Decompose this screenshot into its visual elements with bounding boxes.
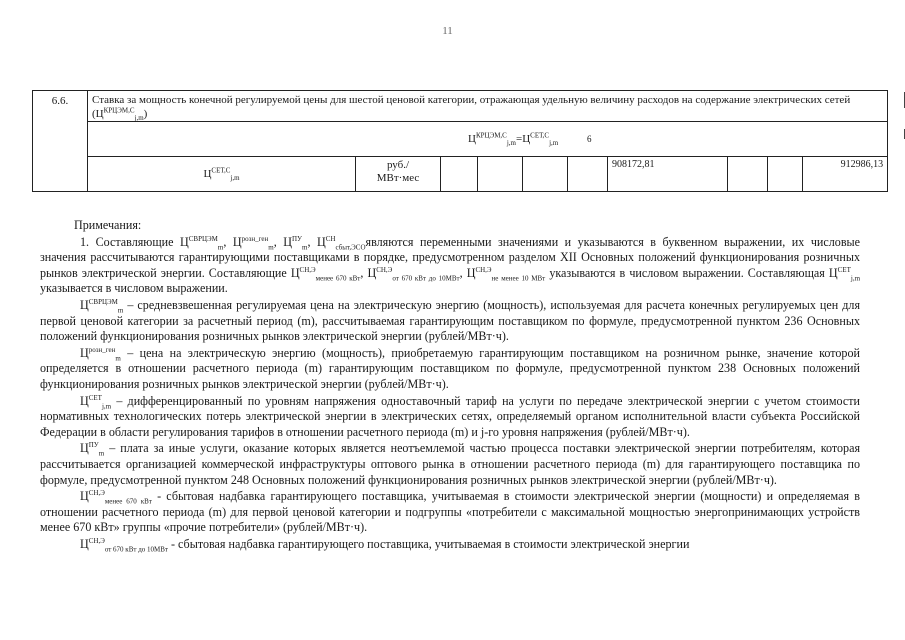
definition-paragraph: $Ц^{СВРЦЭМ}_m$ – средневзвешенная регулируемая цена на электрическую энергию (мощность), используемая для расчета конечных регулируемых цен для первой ценовой категории за расчетный период (m), рассчитываемая гарантирующим поставщиком по формуле, предусмотренной пунктом 236 Основных положений функционирования розничных рынков электрической энергии (рублей/МВт·ч). <box>40 297 861 344</box>
unit-line: МВт·мес <box>376 172 420 184</box>
formula: $Ц^{КРЦЭМ,С}_{j,m}=Ц^{СЕТ,С}_{j,m}$ <box>468 131 559 148</box>
symbol: $Ц^{ПУ}_m$ <box>80 441 105 458</box>
notes-heading: Примечания: <box>74 218 142 232</box>
tariff-table <box>32 90 888 192</box>
symbol: $Ц^{СВРЦЭМ}_m$ <box>80 297 124 315</box>
table-cell <box>568 157 608 192</box>
symbol: $Ц^{СВРЦЭМ}_m$ <box>180 234 224 251</box>
value-cell: 908172,81 <box>608 157 728 192</box>
symbol: $Ц^{СЕТ}_{j,m}$ <box>80 393 112 410</box>
symbol: $Ц^{СН,Э}_{менее 670 кВт}$ <box>80 489 152 506</box>
notes-section <box>40 218 860 553</box>
formula-cell <box>88 122 888 157</box>
symbol: $Ц^{СН}_{сбыт,ЭСО}$ <box>316 234 366 251</box>
table-cell <box>523 157 568 192</box>
definition-paragraph: $Ц^{СН,Э}_{менее 670 кВт}$ - сбытовая надбавка гарантирующего поставщика, учитываемая в стоимости электрической энергии (мощности) и определяемая в отношении расчетного периода (m) для первой ценовой категории и подгруппы «потребители с максимальной мощностью энергопринимающих устройств менее 670 кВт» группы «прочие потребители» (рублей/МВт·ч). <box>40 489 860 535</box>
table-cell <box>478 157 523 192</box>
symbol: $Ц^{розн\_ген}_m$ <box>232 234 274 251</box>
table-row <box>33 157 888 192</box>
symbol: $Ц^{СЕТ}_{j,m}$ <box>828 265 861 283</box>
page-number: 11 <box>442 25 453 37</box>
table-cell <box>728 157 768 192</box>
symbol: $Ц^{СН,Э}_{не менее 10 МВт}$ <box>466 265 546 283</box>
definition-paragraph: $Ц^{СЕТ}_{j,m}$ – дифференцированный по уровням напряжения одноставочный тариф на услуги по передаче электрической энергии с учетом стоимости нормативных технологических потерь электрической энергии в электрических сетях, определяемый органом исполнительной власти субъекта Российской Федерации в области регулирования тарифов в отношении расчетного периода (m) и j-го уровня напряжения (рублей/МВт·ч). <box>40 393 861 439</box>
note-paragraph: 1. Составляющие $Ц^{СВРЦЭМ}_m$, $Ц^{розн\_ген}_m$, $Ц^{ПУ}_m$, $Ц^{СН}_{сбыт,ЭСО}являются$ переменными значениями и указываются в буквенном выражении, их числовые значения рассчитываются гарантирующими поставщиками в порядке, предусмотренном разделом XII Основных положений функционирования розничных рынков электрической энергии. Составляющие $Ц^{СН,Э}_{менее 670 кВт}$, $Ц^{СН,Э}_{от 670 кВт до 10МВт}$, $Ц^{СН,Э}_{не менее 10 МВт}$ указываются в числовом выражении. Составляющая $Ц^{СЕТ}_{j,m}$ указывается в числовом выражении. <box>40 234 861 296</box>
row-title: Ставка за мощность конечной регулируемой цены для шестой ценовой категории, отражающая удельную величину расходов на содержание электрических сетей <box>92 94 851 106</box>
table-row <box>33 91 888 122</box>
definition-paragraph: $Ц^{ПУ}_m$ – плата за иные услуги, оказание которых является неотъемлемой частью процесса поставки электрической энергии потребителям, которая рассчитывается организацией коммерческой инфраструктуры оптового рынка в отношении расчетного периода (m) для гарантирующего поставщика по формуле, предусмотренной пунктом 248 Основных положений функционирования розничных рынков электрической энергии (рублей/МВт·ч). <box>40 441 861 487</box>
symbol: $Ц^{розн\_ген}_m$ <box>80 345 121 363</box>
table-row <box>33 122 888 157</box>
symbol: $Ц^{СН,Э}_{менее 670 кВт}$ <box>290 265 361 283</box>
value-cell: 912986,13 <box>803 157 888 192</box>
table-cell <box>441 157 478 192</box>
definition-paragraph: $Ц^{розн\_ген}_m$ – цена на электрическую энергию (мощность), приобретаемую гарантирующим поставщиком на розничном рынке, значение которой определяется в отношении расчетного периода (m) гарантирующим поставщиком по формуле, предусмотренной пунктом 238 Основных положений функционирования розничных рынков электрической энергии (рублей/МВт·ч). <box>40 345 860 391</box>
row-title-cell <box>88 91 888 122</box>
symbol: $Ц^{СН,Э}_{от 670 кВт до 10МВт}$ <box>367 265 460 283</box>
table-cell <box>768 157 803 192</box>
symbol: $Ц^{СН,Э}_{от 670 кВт до 10МВт}$ <box>80 536 168 554</box>
unit-cell <box>356 157 441 192</box>
unit-line: руб./ <box>386 159 410 171</box>
param-symbol: $Ц^{СЕТ,С}_{j,m}$ <box>88 157 356 192</box>
symbol: $Ц^{ПУ}_m$ <box>283 234 308 251</box>
row-number: 6.6. <box>33 91 88 192</box>
title-symbol: $(Ц^{КРЦЭМ,С}_{j,m})$ <box>92 106 148 123</box>
formula-number: 6 <box>587 134 592 144</box>
definition-paragraph: $Ц^{СН,Э}_{от 670 кВт до 10МВт}$ - сбытовая надбавка гарантирующего поставщика, учитываемая в стоимости электрической энергии <box>80 536 690 554</box>
